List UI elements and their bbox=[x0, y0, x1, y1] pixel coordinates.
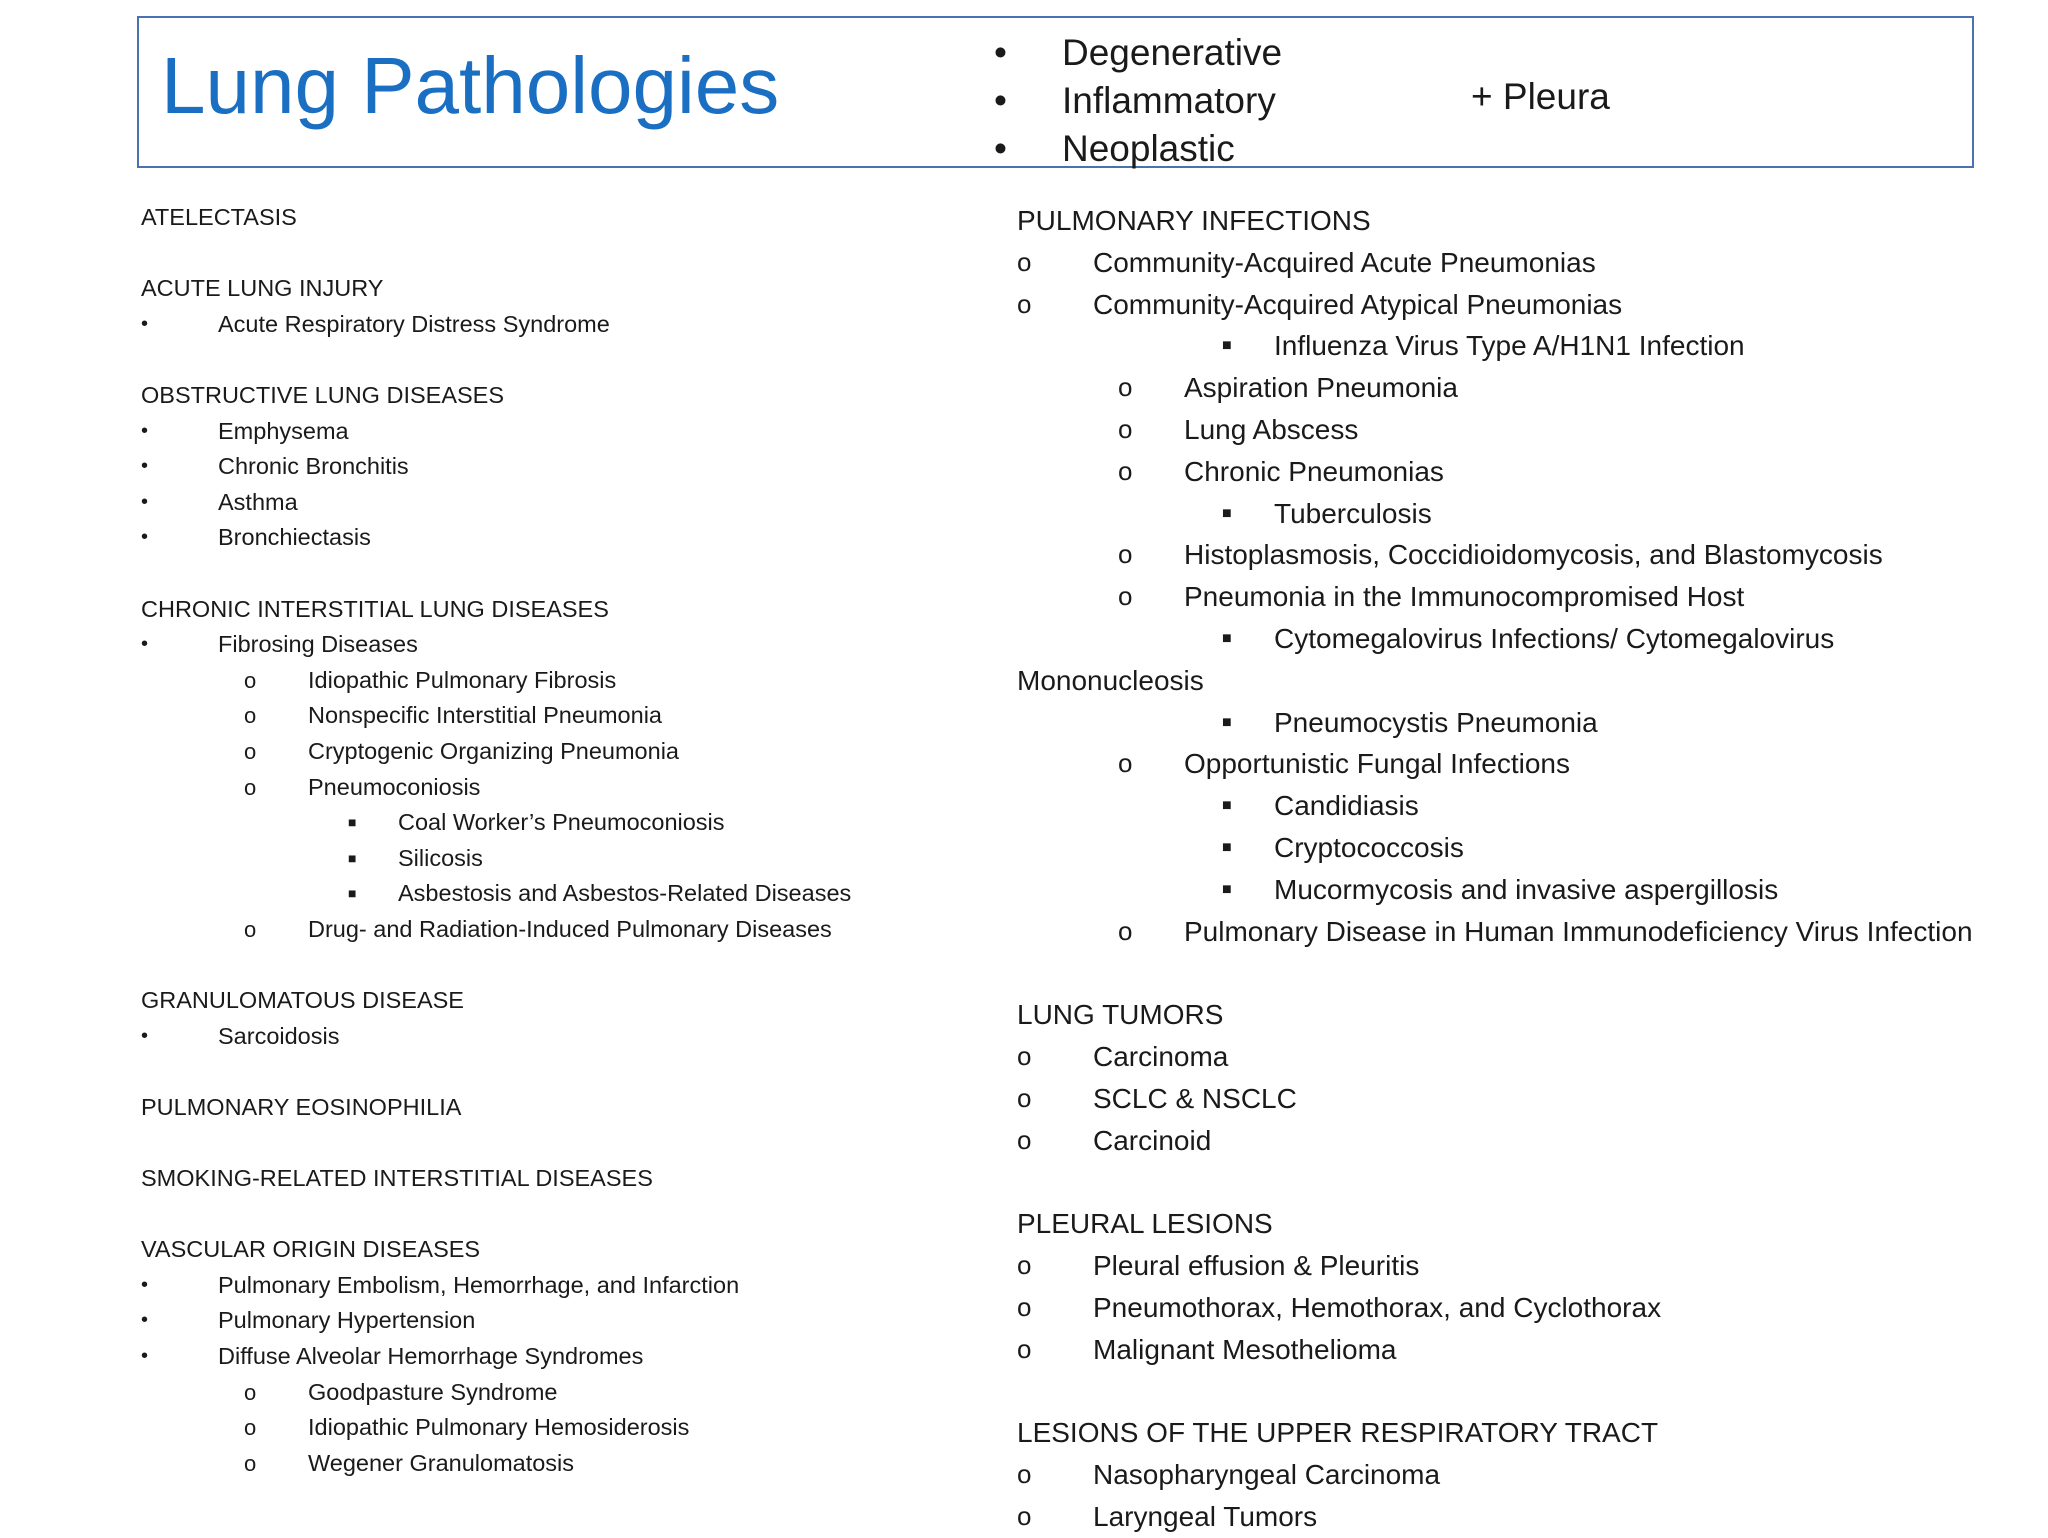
list-item-text: Pleural effusion & Pleuritis bbox=[1093, 1249, 1420, 1281]
circle-bullet-icon: o bbox=[1017, 1291, 1032, 1322]
bullet-icon: • bbox=[141, 1024, 149, 1047]
list-item bbox=[141, 1410, 1001, 1446]
list-item bbox=[141, 520, 1001, 556]
section-heading bbox=[1017, 200, 2017, 242]
list-item-text: Cryptogenic Organizing Pneumonia bbox=[308, 737, 679, 764]
circle-bullet-icon: o bbox=[1017, 288, 1032, 319]
square-bullet-icon: ■ bbox=[1222, 838, 1232, 856]
circle-bullet-icon: o bbox=[244, 916, 257, 942]
header-box bbox=[137, 16, 1974, 168]
list-item-text: Pulmonary Disease in Human Immunodeficiency Virus Infection bbox=[1184, 915, 1973, 947]
list-item-text: Coal Worker’s Pneumoconiosis bbox=[398, 809, 725, 836]
list-item-text: Nasopharyngeal Carcinoma bbox=[1093, 1458, 1441, 1490]
spacer bbox=[141, 342, 1001, 378]
list-item bbox=[1017, 1454, 2017, 1496]
bullet-icon: • bbox=[141, 455, 149, 478]
list-item-text: Opportunistic Fungal Infections bbox=[1184, 748, 1570, 780]
spacer bbox=[141, 236, 1001, 272]
list-item-text: Community-Acquired Acute Pneumonias bbox=[1093, 246, 1596, 278]
section-heading bbox=[141, 200, 1001, 236]
section-heading bbox=[141, 1161, 1001, 1197]
category-label: Neoplastic bbox=[1062, 128, 1235, 169]
section-heading bbox=[141, 983, 1001, 1019]
list-item-text: Mononucleosis bbox=[1017, 664, 1204, 696]
list-item-text: Community-Acquired Atypical Pneumonias bbox=[1093, 288, 1623, 320]
spacer bbox=[141, 1054, 1001, 1090]
bullet-icon: • bbox=[141, 1309, 149, 1332]
list-item-text: Pneumoconiosis bbox=[308, 773, 481, 800]
bullet-icon: • bbox=[994, 80, 1007, 121]
list-item bbox=[141, 841, 1001, 877]
list-item bbox=[141, 1268, 1001, 1304]
list-item bbox=[1017, 1120, 2017, 1162]
square-bullet-icon: ■ bbox=[1222, 337, 1232, 355]
list-item-text: Pneumocystis Pneumonia bbox=[1274, 706, 1598, 738]
list-item bbox=[141, 627, 1001, 663]
bullet-icon: • bbox=[141, 633, 149, 656]
circle-bullet-icon: o bbox=[1017, 1124, 1032, 1155]
list-item-text: Asthma bbox=[218, 488, 298, 515]
section-heading bbox=[1017, 994, 2017, 1036]
category-item bbox=[994, 128, 1235, 169]
section-heading-text: VASCULAR ORIGIN DISEASES bbox=[141, 1236, 481, 1263]
square-bullet-icon: ■ bbox=[1222, 880, 1232, 898]
list-item bbox=[1017, 493, 2017, 535]
section-heading-text: OBSTRUCTIVE LUNG DISEASES bbox=[141, 381, 505, 408]
list-item bbox=[1017, 534, 2017, 576]
list-item bbox=[1017, 911, 2017, 953]
list-item bbox=[1017, 1329, 2017, 1371]
list-item bbox=[1017, 284, 2017, 326]
square-bullet-icon: ■ bbox=[1222, 797, 1232, 815]
list-item-text: Aspiration Pneumonia bbox=[1184, 372, 1458, 404]
section-heading-text: CHRONIC INTERSTITIAL LUNG DISEASES bbox=[141, 595, 609, 622]
bullet-icon: • bbox=[141, 419, 149, 442]
list-item bbox=[1017, 743, 2017, 785]
list-item bbox=[1017, 1036, 2017, 1078]
bullet-icon: • bbox=[141, 526, 149, 549]
list-item bbox=[141, 1339, 1001, 1375]
section-heading-text: LESIONS OF THE UPPER RESPIRATORY TRACT bbox=[1017, 1417, 1659, 1449]
circle-bullet-icon: o bbox=[1017, 246, 1032, 277]
square-bullet-icon: ■ bbox=[1222, 629, 1232, 647]
section-heading bbox=[1017, 1412, 2017, 1454]
category-item bbox=[994, 32, 1283, 73]
circle-bullet-icon: o bbox=[244, 1415, 257, 1441]
section-heading-text: SMOKING-RELATED INTERSTITIAL DISEASES bbox=[141, 1165, 653, 1192]
bullet-icon: • bbox=[141, 490, 149, 513]
bullet-icon: • bbox=[994, 32, 1007, 73]
pleura-note: + Pleura bbox=[1471, 76, 1610, 117]
list-item bbox=[1017, 1496, 2017, 1538]
circle-bullet-icon: o bbox=[1118, 372, 1133, 403]
list-item bbox=[1017, 1245, 2017, 1287]
list-item bbox=[141, 414, 1001, 450]
list-item bbox=[1017, 618, 2017, 660]
list-item-text: Pneumonia in the Immunocompromised Host bbox=[1184, 581, 1745, 613]
spacer bbox=[141, 556, 1001, 592]
list-item-text: Sarcoidosis bbox=[218, 1022, 340, 1049]
list-item bbox=[141, 1446, 1001, 1482]
list-item-text: Carcinoma bbox=[1093, 1040, 1229, 1072]
list-item bbox=[1017, 242, 2017, 284]
bullet-icon: • bbox=[141, 1273, 149, 1296]
list-item bbox=[1017, 451, 2017, 493]
list-item bbox=[141, 770, 1001, 806]
list-item bbox=[1017, 325, 2017, 367]
spacer bbox=[1017, 1370, 2017, 1412]
list-item-text: Acute Respiratory Distress Syndrome bbox=[218, 310, 610, 337]
spacer bbox=[1017, 952, 2017, 994]
list-item-text: Chronic Pneumonias bbox=[1184, 455, 1444, 487]
spacer bbox=[141, 1197, 1001, 1233]
list-item-text: Laryngeal Tumors bbox=[1093, 1500, 1318, 1532]
circle-bullet-icon: o bbox=[244, 1450, 257, 1476]
list-item-text: SCLC & NSCLC bbox=[1093, 1082, 1297, 1114]
list-item-text: Lung Abscess bbox=[1184, 413, 1359, 445]
circle-bullet-icon: o bbox=[244, 667, 257, 693]
list-item bbox=[141, 1019, 1001, 1055]
list-item-text: Carcinoid bbox=[1093, 1124, 1212, 1156]
list-item bbox=[1017, 827, 2017, 869]
list-item-text: Influenza Virus Type A/H1N1 Infection bbox=[1274, 330, 1745, 362]
list-item bbox=[141, 698, 1001, 734]
list-item-text: Emphysema bbox=[218, 417, 349, 444]
list-item bbox=[141, 1375, 1001, 1411]
section-heading-text: PULMONARY INFECTIONS bbox=[1017, 205, 1371, 236]
page-title: Lung Pathologies bbox=[161, 41, 780, 130]
circle-bullet-icon: o bbox=[244, 703, 257, 729]
list-item-text: Drug- and Radiation-Induced Pulmonary Diseases bbox=[308, 915, 832, 942]
circle-bullet-icon: o bbox=[244, 774, 257, 800]
circle-bullet-icon: o bbox=[1017, 1249, 1032, 1280]
list-item bbox=[141, 734, 1001, 770]
category-label: Degenerative bbox=[1062, 32, 1283, 73]
category-label: Inflammatory bbox=[1062, 80, 1276, 121]
list-item-text: Histoplasmosis, Coccidioidomycosis, and Blastomycosis bbox=[1184, 539, 1883, 571]
list-item-text: Bronchiectasis bbox=[218, 524, 371, 551]
list-item-text: Idiopathic Pulmonary Hemosiderosis bbox=[308, 1414, 690, 1441]
section-heading bbox=[1017, 1203, 2017, 1245]
square-bullet-icon: ■ bbox=[1222, 713, 1232, 731]
list-item-text: Pulmonary Hypertension bbox=[218, 1307, 476, 1334]
square-bullet-icon: ■ bbox=[348, 849, 357, 866]
list-item bbox=[1017, 1287, 2017, 1329]
section-heading-text: PULMONARY EOSINOPHILIA bbox=[141, 1093, 462, 1120]
list-item bbox=[141, 307, 1001, 343]
list-item bbox=[1017, 367, 2017, 409]
section-heading bbox=[141, 1090, 1001, 1126]
list-item bbox=[141, 876, 1001, 912]
circle-bullet-icon: o bbox=[1118, 455, 1133, 486]
list-item-text: Nonspecific Interstitial Pneumonia bbox=[308, 702, 662, 729]
square-bullet-icon: ■ bbox=[348, 814, 357, 831]
list-item bbox=[141, 805, 1001, 841]
spacer bbox=[141, 1125, 1001, 1161]
section-heading bbox=[141, 378, 1001, 414]
list-item-text: Fibrosing Diseases bbox=[218, 631, 418, 658]
square-bullet-icon: ■ bbox=[348, 885, 357, 902]
circle-bullet-icon: o bbox=[1118, 413, 1133, 444]
list-item bbox=[141, 449, 1001, 485]
list-item-text: Pulmonary Embolism, Hemorrhage, and Infarction bbox=[218, 1271, 740, 1298]
list-item bbox=[1017, 576, 2017, 618]
list-item bbox=[1017, 702, 2017, 744]
list-item bbox=[1017, 785, 2017, 827]
section-heading-text: ACUTE LUNG INJURY bbox=[141, 275, 384, 302]
list-item-text: Cytomegalovirus Infections/ Cytomegalovirus bbox=[1274, 622, 1835, 654]
circle-bullet-icon: o bbox=[244, 1379, 257, 1405]
section-heading bbox=[141, 1232, 1001, 1268]
circle-bullet-icon: o bbox=[1118, 539, 1133, 570]
list-item bbox=[1017, 1078, 2017, 1120]
bullet-icon: • bbox=[994, 128, 1007, 169]
list-item-text: Malignant Mesothelioma bbox=[1093, 1333, 1397, 1365]
section-heading-text: ATELECTASIS bbox=[141, 204, 297, 230]
list-item-text: Wegener Granulomatosis bbox=[308, 1449, 575, 1476]
spacer bbox=[1017, 1161, 2017, 1203]
list-item-text: Idiopathic Pulmonary Fibrosis bbox=[308, 666, 617, 693]
circle-bullet-icon: o bbox=[1017, 1082, 1032, 1113]
bullet-icon: • bbox=[141, 1345, 149, 1367]
right-outline bbox=[1017, 200, 2017, 1538]
list-item-text: Tuberculosis bbox=[1274, 497, 1432, 529]
list-item bbox=[1017, 869, 2017, 911]
section-heading-text: GRANULOMATOUS DISEASE bbox=[141, 987, 464, 1014]
circle-bullet-icon: o bbox=[1118, 581, 1133, 612]
spacer bbox=[141, 947, 1001, 983]
list-item bbox=[141, 663, 1001, 699]
list-item-text: Cryptococcosis bbox=[1274, 831, 1464, 863]
list-item bbox=[1017, 409, 2017, 451]
list-item-text: Diffuse Alveolar Hemorrhage Syndromes bbox=[218, 1343, 644, 1369]
circle-bullet-icon: o bbox=[1017, 1500, 1032, 1531]
bullet-icon: • bbox=[141, 312, 149, 335]
section-heading-text: PLEURAL LESIONS bbox=[1017, 1208, 1273, 1240]
list-item bbox=[141, 485, 1001, 521]
list-item-text: Asbestosis and Asbestos-Related Diseases bbox=[398, 880, 852, 907]
list-item-text: Goodpasture Syndrome bbox=[308, 1378, 558, 1405]
category-item bbox=[994, 80, 1276, 121]
list-item-text: Chronic Bronchitis bbox=[218, 453, 409, 480]
list-item bbox=[141, 912, 1001, 948]
list-item-text: Pneumothorax, Hemothorax, and Cyclothorax bbox=[1093, 1291, 1662, 1323]
list-item bbox=[141, 1303, 1001, 1339]
circle-bullet-icon: o bbox=[1017, 1458, 1032, 1489]
section-heading bbox=[141, 592, 1001, 628]
circle-bullet-icon: o bbox=[1118, 748, 1133, 779]
section-heading-text: LUNG TUMORS bbox=[1017, 999, 1224, 1031]
section-heading bbox=[141, 271, 1001, 307]
list-item-text: Silicosis bbox=[398, 844, 483, 871]
circle-bullet-icon: o bbox=[244, 738, 257, 764]
list-item-text: Mucormycosis and invasive aspergillosis bbox=[1274, 873, 1779, 905]
list-item bbox=[1017, 660, 2017, 702]
circle-bullet-icon: o bbox=[1017, 1040, 1032, 1071]
circle-bullet-icon: o bbox=[1017, 1333, 1032, 1364]
square-bullet-icon: ■ bbox=[1222, 504, 1232, 522]
list-item-text: Candidiasis bbox=[1274, 790, 1419, 822]
circle-bullet-icon: o bbox=[1118, 915, 1133, 946]
left-outline bbox=[141, 200, 1001, 1481]
